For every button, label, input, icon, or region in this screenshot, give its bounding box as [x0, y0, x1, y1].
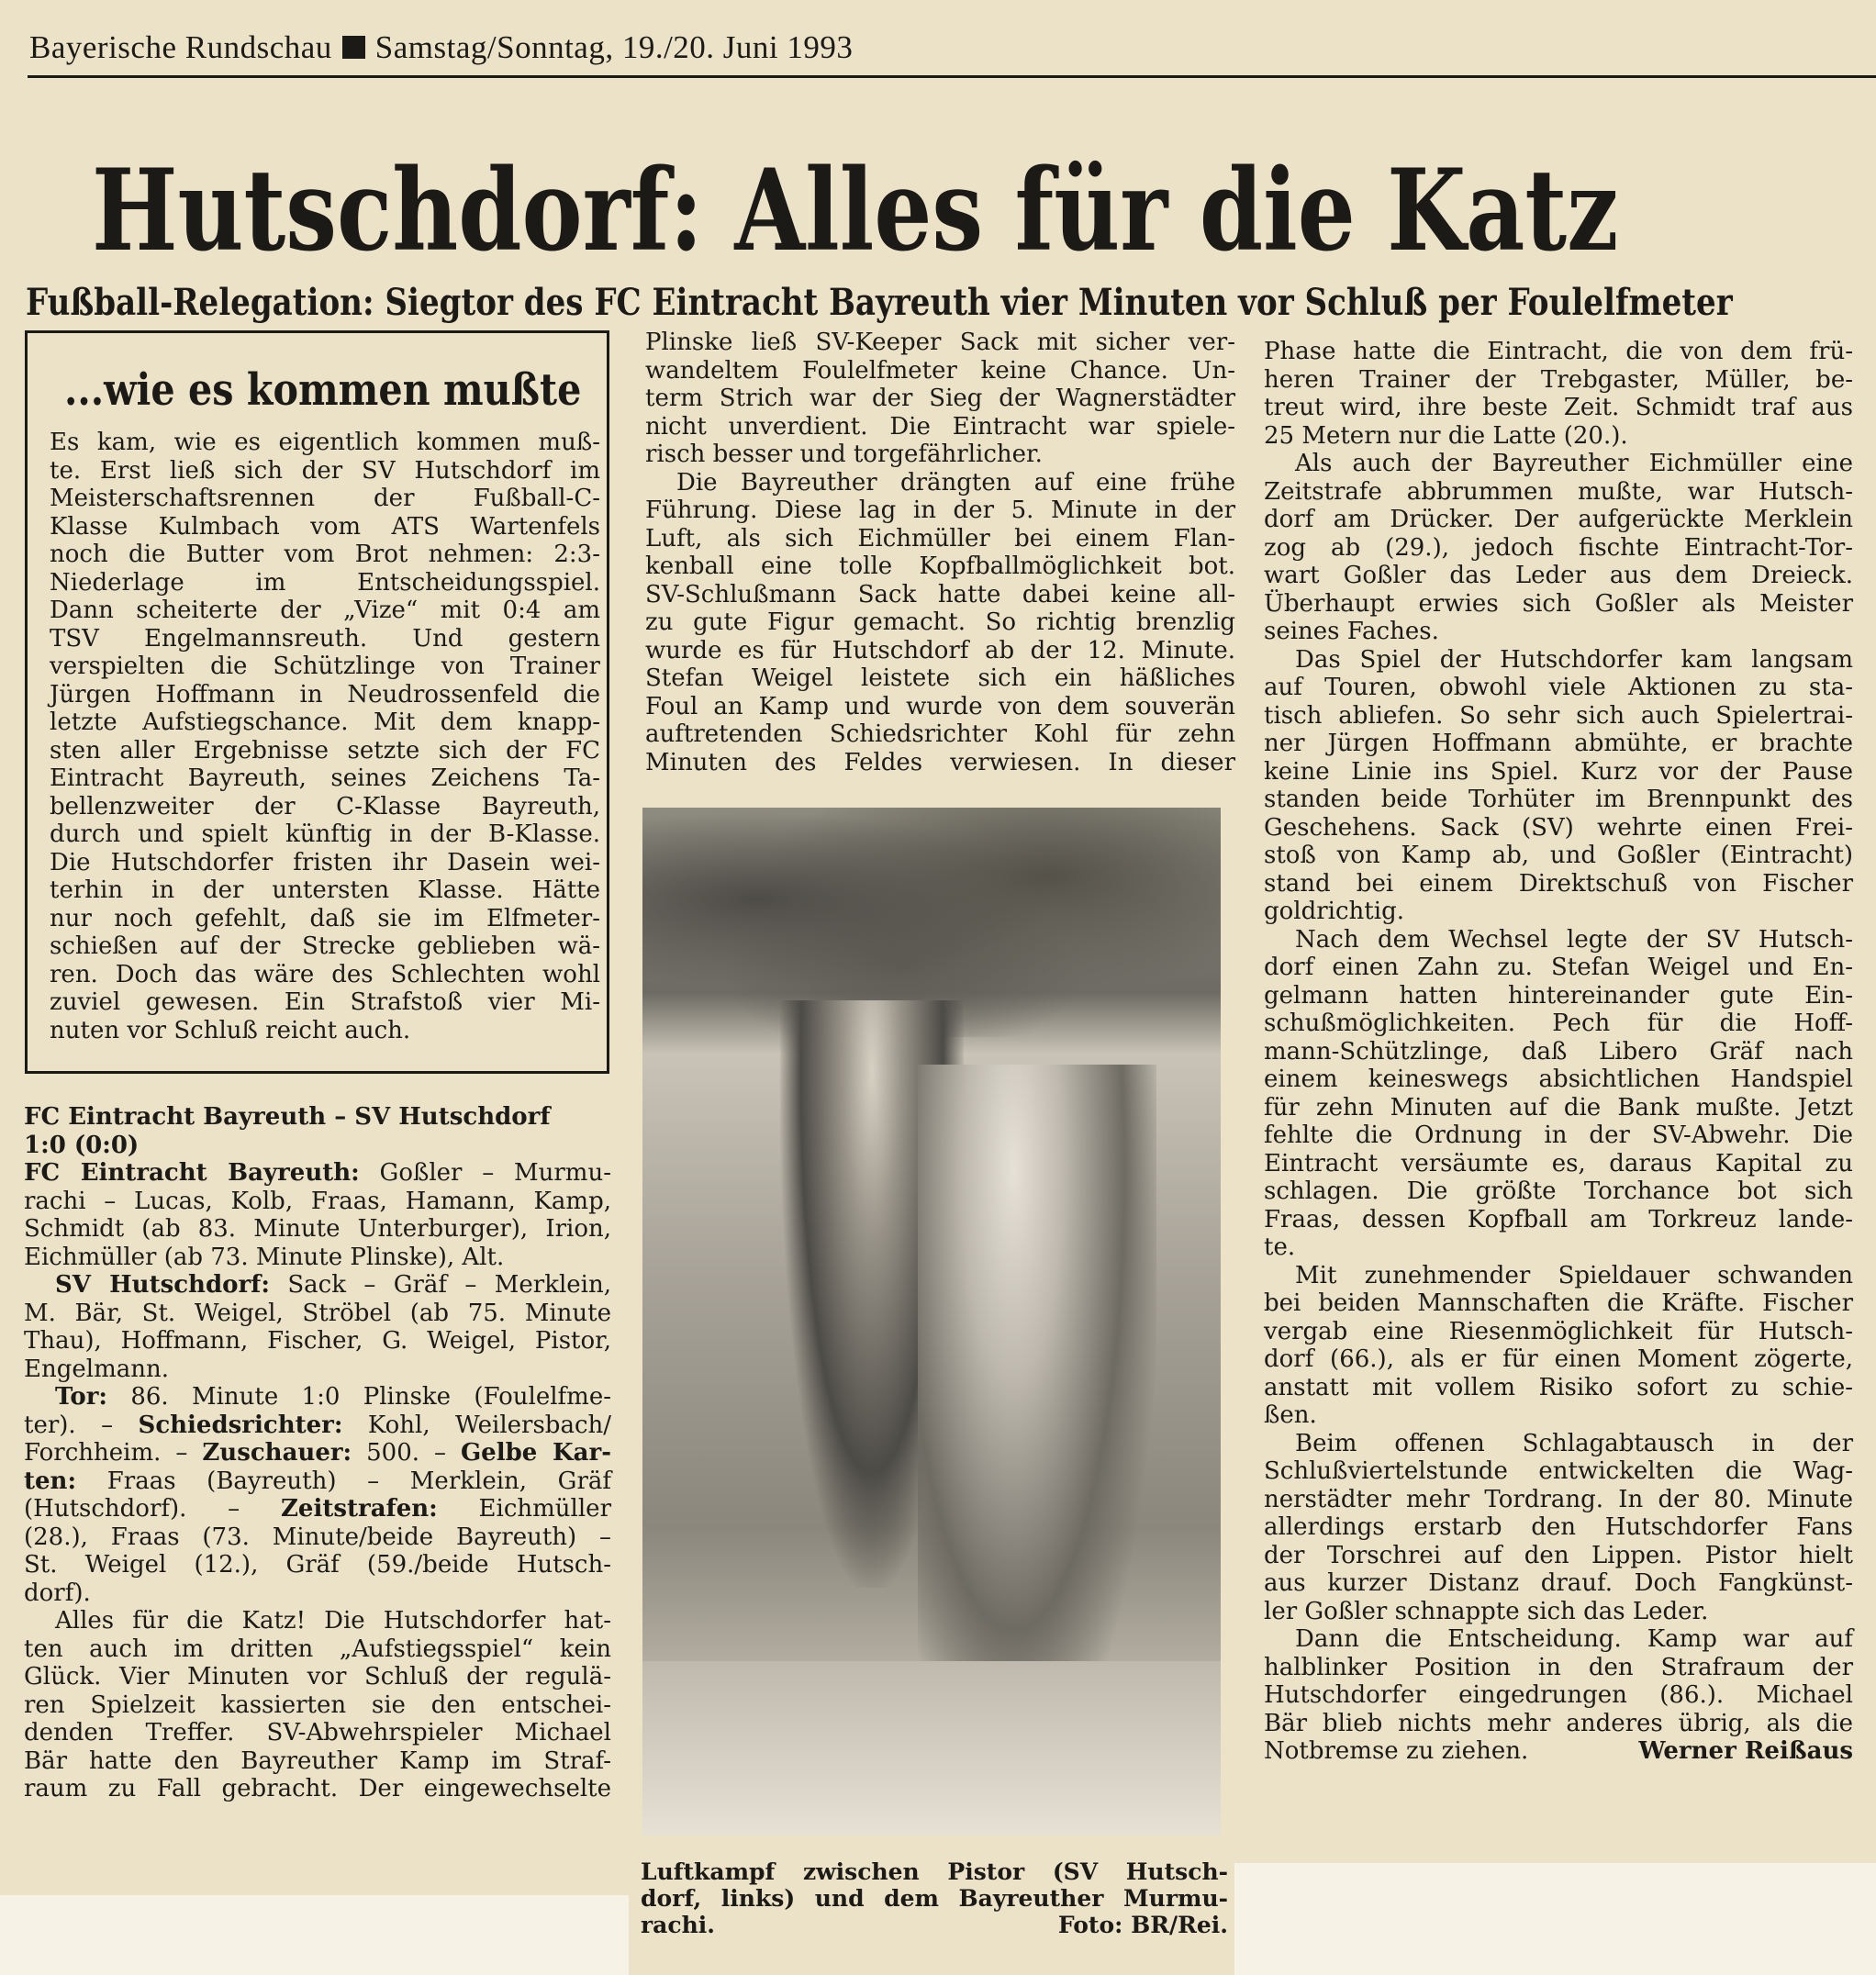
match-result: [24, 1103, 611, 1803]
text-line: nur noch gefehlt, daß sie im Elfmeter-: [50, 904, 600, 932]
text-line: terhin in der untersten Klasse. Hätte: [50, 876, 600, 904]
article-line: dorf einen Zahn zu. Stefan Weigel und En-: [1264, 954, 1853, 981]
match-title: FC Eintracht Bayreuth – SV Hutschdorf: [24, 1103, 551, 1131]
time-penalties-label: Zeitstrafen:: [280, 1495, 438, 1523]
match-score: 1:0 (0:0): [24, 1131, 140, 1159]
article-line: stoß von Kamp ab, und Goßler (Eintracht): [1264, 842, 1853, 869]
article-line: Überhaupt erwies sich Goßler als Meister: [1264, 589, 1853, 618]
text-line: Die Hutschdorfer fristen ihr Dasein wei-: [50, 848, 600, 876]
article-line: denden Treffer. SV-Abwehrspieler Michael: [24, 1719, 611, 1746]
caption-line: dorf, links) und dem Bayreuther Murmu-: [641, 1885, 1228, 1912]
article-line: kenball eine tolle Kopfballmöglichkeit bot.: [645, 552, 1235, 580]
text-line: Dann scheiterte der „Vize“ mit 0:4 am: [50, 597, 600, 624]
article-line: aus kurzer Distanz drauf. Doch Fangkünst-: [1264, 1569, 1853, 1597]
article-line: Notbremse zu ziehen.: [1264, 1737, 1529, 1765]
article-line: seines Faches.: [1264, 618, 1439, 645]
stats-text: (28.), Fraas (73. Minute/beide Bayreuth) –: [24, 1523, 611, 1551]
goal-label: Tor:: [55, 1383, 108, 1411]
stats-text: Kohl, Weilersbach/: [367, 1411, 612, 1439]
article-line: risch besser und torgefährlicher.: [645, 441, 1043, 468]
article-line: Schlußviertelstunde entwickelten die Wag-: [1264, 1457, 1853, 1485]
masthead: [29, 29, 984, 75]
article-line: Phase hatte die Eintracht, die von dem frü-: [1264, 338, 1853, 365]
masthead-rule: [28, 75, 1876, 78]
lineup-text: M. Bär, St. Weigel, Ströbel (ab 75. Minute: [24, 1299, 611, 1327]
article-line: einem keineswegs absichtlichen Handspiel: [1264, 1066, 1853, 1093]
article-line: bei beiden Mannschaften die Kräfte. Fischer: [1264, 1289, 1853, 1317]
caption-line: rachi.: [641, 1912, 715, 1938]
article-line: Hutschdorfer eingedrungen (86.). Michael: [1264, 1681, 1853, 1709]
article-line: Die Bayreuther drängten auf eine frühe: [676, 468, 1235, 497]
headline: Hutschdorf: Alles für die Katz: [92, 145, 1619, 277]
article-line: nicht unverdient. Die Eintracht war spiele-: [645, 412, 1235, 441]
article-line: Plinske ließ SV-Keeper Sack mit sicher ver-: [645, 329, 1235, 356]
article-line: für zehn Minuten auf die Bank mußte. Jetzt: [1264, 1093, 1853, 1121]
stats-text: (Hutschdorf). –: [24, 1495, 240, 1523]
article-line: dorf (66.), als er für einen Moment zögerte,: [1264, 1345, 1853, 1373]
yellow-cards-label-2: ten:: [24, 1467, 77, 1495]
article-line: tisch abliefen. So sehr sich auch Spielertrai-: [1264, 701, 1853, 730]
article-line: anstatt mit vollem Risiko sofort zu schie-: [1264, 1373, 1853, 1401]
caption-line: Luftkampf zwischen Pistor (SV Hutsch-: [641, 1858, 1228, 1885]
article-line: Minuten des Feldes verwiesen. In dieser: [645, 748, 1235, 776]
stats-text: 500. –: [366, 1439, 446, 1467]
article-line: SV-Schlußmann Sack hatte dabei keine all-: [645, 580, 1235, 608]
sidebar-box-text: [50, 429, 600, 1044]
article-column-middle: [645, 329, 1235, 776]
article-line: heren Trainer der Trebgaster, Müller, be-: [1264, 365, 1853, 394]
article-line: Fraas, dessen Kopfball am Torkreuz lande-: [1264, 1205, 1853, 1233]
photo-credit: Foto: BR/Rei.: [1057, 1912, 1228, 1938]
paper-edge: [1234, 1863, 1876, 1975]
article-line: mann-Schützlinge, daß Libero Gräf nach: [1264, 1037, 1853, 1066]
article-line: schlagen. Die größte Torchance bot sich: [1264, 1177, 1853, 1205]
article-line: Alles für die Katz! Die Hutschdorfer hat-: [55, 1607, 611, 1635]
lineup-text: Sack – Gräf – Merklein,: [287, 1271, 612, 1299]
article-line: keine Linie ins Spiel. Kurz vor der Pause: [1264, 757, 1853, 786]
lineup-text: Eichmüller (ab 73. Minute Plinske), Alt.: [24, 1243, 505, 1271]
sidebar-box-title: ...wie es kommen mußte: [64, 364, 582, 416]
stats-text: Eichmüller: [478, 1495, 611, 1523]
article-line: dorf am Drücker. Der aufgerückte Merklein: [1264, 506, 1853, 533]
article-line: Luft, als sich Eichmüller bei einem Flan-: [645, 524, 1235, 552]
text-line: Klasse Kulmbach vom ATS Wartenfels: [50, 512, 600, 541]
team1-label: FC Eintracht Bayreuth:: [24, 1159, 360, 1187]
article-line: te.: [1264, 1233, 1296, 1261]
article-line: Das Spiel der Hutschdorfer kam langsam: [1295, 645, 1853, 674]
article-line: Glück. Vier Minuten vor Schluß der regulä-: [24, 1663, 611, 1690]
stats-text: St. Weigel (12.), Gräf (59./beide Hutsch-: [24, 1551, 611, 1579]
lineup-text: Thau), Hoffmann, Fischer, G. Weigel, Pistor,: [24, 1327, 611, 1355]
article-line: 25 Metern nur die Latte (20.).: [1264, 421, 1628, 450]
article-line: raum zu Fall gebracht. Der eingewechselte: [24, 1775, 611, 1802]
photo-player-right: [918, 1065, 1156, 1762]
article-line: zu gute Figur gemacht. So richtig brenzlig: [645, 608, 1235, 636]
lineup-text: Engelmann.: [24, 1355, 169, 1383]
article-line: Stefan Weigel leistete sich ein häßliches: [645, 664, 1235, 692]
article-line: allerdings erstarb den Hutschdorfer Fans: [1264, 1513, 1853, 1541]
article-line: fehlte die Ordnung in der SV-Abwehr. Die: [1264, 1121, 1853, 1149]
stats-text: Forchheim. –: [24, 1439, 188, 1467]
referee-label: Schiedsrichter:: [138, 1411, 343, 1439]
text-line: verspielten die Schützlinge von Trainer: [50, 653, 600, 680]
article-line: term Strich war der Sieg der Wagnerstädter: [645, 385, 1235, 412]
paper-edge: [0, 1895, 629, 1975]
article-line: Als auch der Bayreuther Eichmüller eine: [1295, 450, 1853, 477]
lineup-text: Goßler – Murmu-: [379, 1159, 611, 1187]
text-line: Niederlage im Entscheidungsspiel.: [50, 568, 600, 597]
text-line: schießen auf der Strecke geblieben wä-: [50, 932, 600, 960]
article-line: Eintracht versäumte es, daraus Kapital zu: [1264, 1149, 1853, 1177]
article-line: gelmann hatten hintereinander gute Ein-: [1264, 981, 1853, 1010]
article-line: ner Jürgen Hoffmann abmühte, er brachte: [1264, 730, 1853, 757]
text-line: Eintracht Bayreuth, seines Zeichens Ta-: [50, 764, 600, 792]
article-line: auftretenden Schiedsrichter Kohl für zehn: [645, 720, 1235, 748]
photo-caption: [641, 1858, 1228, 1969]
article-line: wart Goßler das Leder aus dem Dreieck.: [1264, 562, 1853, 589]
text-line: nuten vor Schluß reicht auch.: [50, 1016, 411, 1044]
article-line: Mit zunehmender Spieldauer schwanden: [1295, 1261, 1853, 1289]
article-line: ren Spielzeit kassierten sie den entschei-: [24, 1690, 611, 1719]
article-line: treut wird, ihre beste Zeit. Schmidt traf aus: [1264, 394, 1853, 421]
square-bullet-icon: [342, 36, 365, 59]
article-line: Bär blieb nichts mehr anderes übrig, als die: [1264, 1709, 1853, 1737]
yellow-cards-label: Gelbe Kar-: [460, 1439, 611, 1467]
article-line: auf Touren, obwohl viele Aktionen zu sta-: [1264, 674, 1853, 701]
article-line: nerstädter mehr Tordrang. In der 80. Minute: [1264, 1485, 1853, 1513]
article-line: wurde es für Hutschdorf ab der 12. Minute.: [645, 636, 1235, 664]
text-line: durch und spielt künftig in der B-Klasse.: [50, 820, 600, 848]
stats-text: dorf).: [24, 1579, 91, 1607]
article-line: halblinker Position in den Strafraum der: [1264, 1653, 1853, 1681]
article-line: Bär hatte den Bayreuther Kamp im Straf-: [24, 1746, 611, 1775]
match-photo: [642, 808, 1221, 1836]
article-line: stand bei einem Direktschuß von Fischer: [1264, 869, 1853, 898]
article-line: ßen.: [1264, 1401, 1317, 1429]
stats-text: Fraas (Bayreuth) – Merklein, Gräf: [106, 1467, 611, 1495]
text-line: ren. Doch das wäre des Schlechten wohl: [50, 960, 600, 988]
article-line: ten auch im dritten „Aufstiegsspiel“ kein: [24, 1635, 611, 1663]
text-line: sten aller Ergebnisse setzte sich der FC: [50, 736, 600, 764]
article-line: schußmöglichkeiten. Pech für die Hoff-: [1264, 1010, 1853, 1037]
photo-ground: [642, 1661, 1221, 1836]
team2-label: SV Hutschdorf:: [55, 1271, 270, 1299]
article-line: goldrichtig.: [1264, 898, 1404, 925]
article-line: Nach dem Wechsel legte der SV Hutsch-: [1295, 925, 1853, 954]
spectators-label: Zuschauer:: [202, 1439, 352, 1467]
author-byline: Werner Reißaus: [1638, 1737, 1853, 1765]
text-line: zuviel gewesen. Ein Strafstoß vier Mi-: [50, 988, 600, 1016]
stats-text: 86. Minute 1:0 Plinske (Foulelfme-: [130, 1383, 611, 1411]
lineup-text: rachi – Lucas, Kolb, Fraas, Hamann, Kamp,: [24, 1187, 611, 1215]
article-line: Dann die Entscheidung. Kamp war auf: [1295, 1625, 1853, 1653]
article-line: Zeitstrafe abbrummen mußte, war Hutsch-: [1264, 477, 1853, 506]
lineup-text: Schmidt (ab 83. Minute Unterburger), Irion,: [24, 1215, 611, 1243]
article-column-right: [1264, 338, 1853, 1766]
article-line: Foul an Kamp und wurde von dem souverän: [645, 692, 1235, 720]
newspaper-name: Bayerische Rundschau: [29, 29, 332, 65]
article-line: Beim offenen Schlagabtausch in der: [1295, 1429, 1853, 1457]
text-line: Es kam, wie es eigentlich kommen muß-: [50, 429, 600, 456]
text-line: TSV Engelmannsreuth. Und gestern: [50, 624, 600, 653]
issue-date: Samstag/Sonntag, 19./20. Juni 1993: [374, 29, 854, 65]
article-line: zog ab (29.), jedoch fischte Eintracht-Tor-: [1264, 533, 1853, 562]
article-line: Geschehens. Sack (SV) wehrte einen Frei-: [1264, 813, 1853, 842]
stats-text: ter). –: [24, 1411, 114, 1439]
text-line: Meisterschaftsrennen der Fußball-C-: [50, 485, 600, 512]
article-line: Führung. Diese lag in der 5. Minute in der: [645, 497, 1235, 524]
article-line: der Torschrei auf den Lippen. Pistor hielt: [1264, 1541, 1853, 1569]
subheadline: Fußball-Relegation: Siegtor des FC Eintracht Bayreuth vier Minuten vor Schluß per Foulelfmeter: [26, 281, 1733, 324]
text-line: Jürgen Hoffmann in Neudrossenfeld die: [50, 680, 600, 709]
text-line: noch die Butter vom Brot nehmen: 2:3-: [50, 541, 600, 568]
article-line: ler Goßler schnappte sich das Leder.: [1264, 1597, 1709, 1625]
text-line: bellenzweiter der C-Klasse Bayreuth,: [50, 792, 600, 820]
article-line: wandeltem Foulelfmeter keine Chance. Un-: [645, 356, 1235, 385]
text-line: letzte Aufstiegschance. Mit dem knapp-: [50, 709, 600, 736]
article-line: standen beide Torhüter im Brennpunkt des: [1264, 786, 1853, 813]
article-line: vergab eine Riesenmöglichkeit für Hutsch-: [1264, 1317, 1853, 1345]
text-line: te. Erst ließ sich der SV Hutschdorf im: [50, 456, 600, 485]
